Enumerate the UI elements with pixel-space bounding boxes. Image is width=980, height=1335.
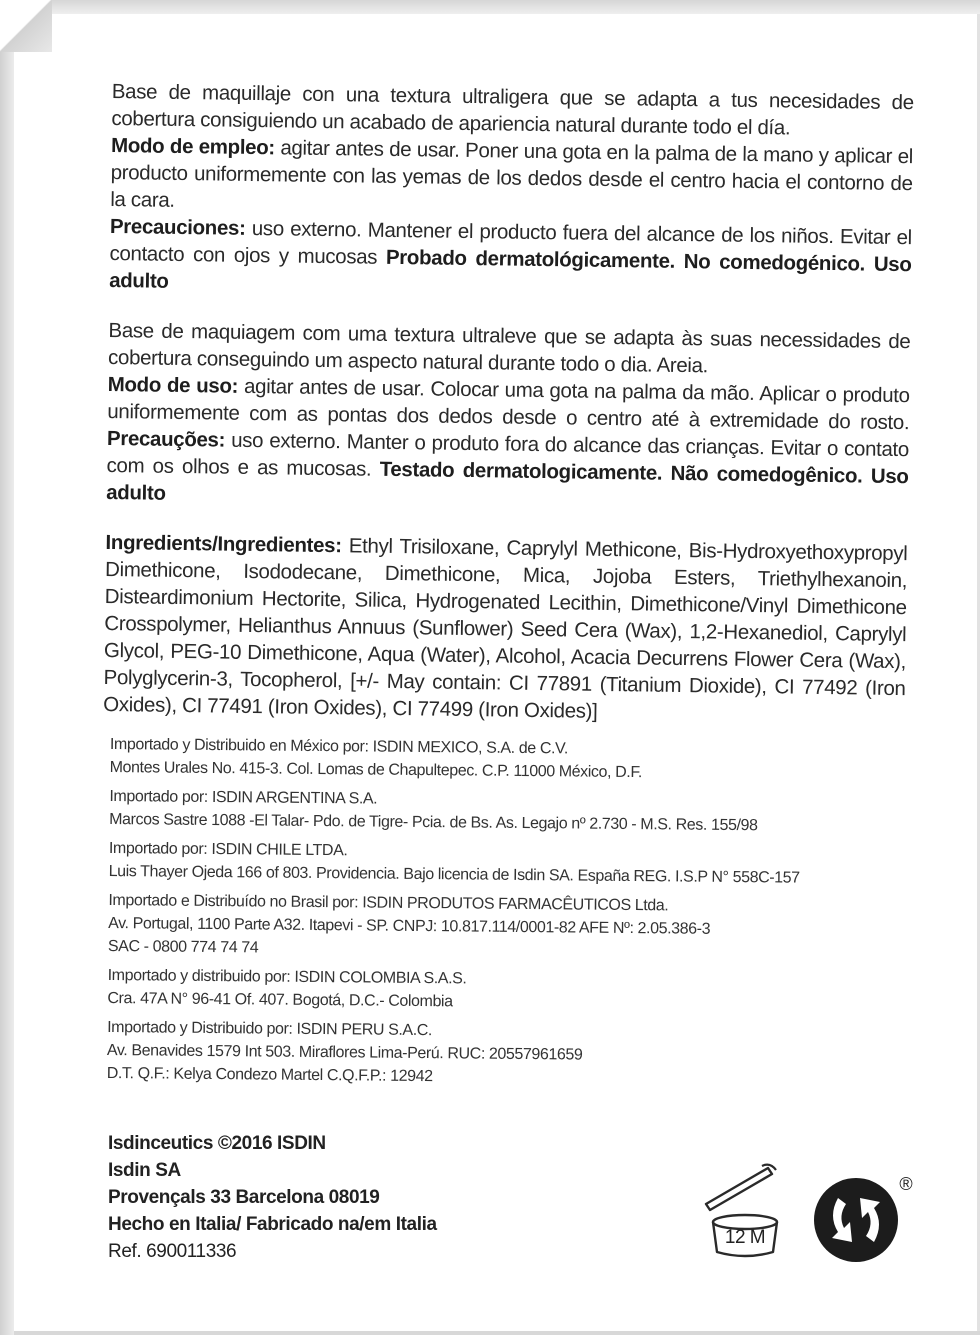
spanish-precautions-label: Precauciones: — [109, 214, 246, 240]
importer-line: Importado por: ISDIN CHILE LTDA. — [108, 839, 348, 860]
importer-argentina — [109, 785, 809, 838]
company-address: Provençals 33 Barcelona 08019 — [108, 1187, 380, 1208]
box-top-edge — [40, 0, 980, 14]
ingredients-label: Ingredients/Ingredientes: — [105, 530, 342, 558]
importer-line: Marcos Sastre 1088 -El Talar- Pdo. de Tigre- Pcia. de Bs. As. Legajo nº 2.730 - M.S. Res. 155/98 — [109, 810, 758, 835]
green-dot-icon — [808, 1168, 918, 1268]
importer-peru — [107, 1016, 808, 1092]
company-info — [108, 1130, 548, 1265]
portuguese-precautions-text: uso externo. Manter o produto fora do alcance das crianças. Evitar o contato com os olhos e as mucosas. — [106, 428, 910, 481]
portuguese-intro: Base de maquiagem com uma textura ultraleve que se adapta às suas necessidades de cobertura conseguindo um aspecto natural durante todo o dia. Areia. — [107, 318, 911, 378]
importer-line: Montes Urales No. 415-3. Col. Lomas de Chapultepec. C.P. 11000 México, D.F. — [109, 758, 643, 782]
importer-line: Importado y distribuido por: ISDIN COLOMBIA S.A.S. — [107, 966, 467, 988]
spanish-claims: Probado dermatológicamente. No comedogénico. Uso adulto — [109, 245, 912, 293]
importer-line: Av. Benavides 1579 Int 503. Miraflores Lima-Perú. RUC: 20557961659 — [106, 1041, 583, 1064]
box-corner-fold — [0, 0, 52, 52]
ingredients-text: Ethyl Trisiloxane, Caprylyl Methicone, Bis-Hydroxyethoxypropyl Dimethicone, Isododecane, Dimethicone, Mica, Jojoba Esters, Triethylhexanoin, Disteardimonium Hectorite, Silica, Hydrogenated Lecithin, Dimethicone/Vinyl Dimethicone Crosspolymer, Helianthus Annuus (Sunflower) Seed Cera (Wax), 1,2-Hexanediol, Caprylyl Glycol, PEG-10 Dimethicone, Aqua (Water), Alcohol, Acacia Decurrens Flower Cera (Wax), Polyglycerin-3, Tocopherol, [+/- May contain: CI 77891 (Titanium Dioxide), CI 77492 (Iron Oxides), CI 77491 (Iron Oxides), CI 77499 (Iron Oxides)] — [103, 534, 908, 723]
portuguese-claims: Testado dermatologicamente. Não comedogênico. Uso adulto — [106, 457, 909, 505]
portuguese-section — [106, 317, 911, 517]
label-text-panel — [103, 78, 914, 752]
importer-mexico — [110, 733, 810, 786]
importer-line: SAC - 0800 774 74 74 — [107, 937, 259, 957]
portuguese-usage-text: agitar antes de usar. Colocar uma gota na palma da mão. Aplicar o produto uniformemente com as pontas dos dedos desde o centro até à extremidade do rosto. — [107, 374, 910, 435]
ingredients-list — [103, 529, 908, 729]
spanish-section — [109, 78, 914, 305]
spanish-usage-text: agitar antes de usar. Poner una gota en la palma de la mano y aplicar el producto uniformemente con las yemas de los dedos desde el centro hacia el contorno de la cara. — [110, 136, 914, 212]
importer-line: Cra. 47A N° 96-41 Of. 407. Bogotá, D.C.- Colombia — [107, 989, 453, 1011]
importer-line: Importado por: ISDIN ARGENTINA S.A. — [109, 787, 378, 808]
box-left-edge — [0, 40, 14, 1335]
importer-brazil — [108, 889, 809, 965]
portuguese-precautions-label: Precauções: — [106, 426, 226, 452]
importer-chile — [109, 837, 809, 890]
importer-line: Importado y Distribuido por: ISDIN PERU S.A.C. — [107, 1018, 433, 1040]
copyright-line: Isdinceutics ©2016 ISDIN — [108, 1133, 326, 1154]
ingredients-section — [103, 529, 908, 729]
company-name: Isdin SA — [108, 1160, 181, 1181]
registered-mark: ® — [899, 1174, 913, 1194]
importer-line: Importado y Distribuido en México por: ISDIN MEXICO, S.A. de C.V. — [109, 735, 568, 758]
portuguese-usage — [106, 371, 910, 517]
made-in-line: Hecho en Italia/ Fabricado na/em Italia — [108, 1214, 437, 1235]
importer-line: Luis Thayer Ojeda 166 of 803. Providencia. Bajo licencia de Isdin SA. España REG. I.S.P N° 558C-157 — [108, 862, 800, 887]
importers-list — [107, 733, 810, 1098]
importer-line: Av. Portugal, 1100 Parte A32. Itapevi - SP. CNPJ: 10.817.114/0001-82 AFE Nº: 2.05.386-3 — [108, 914, 711, 938]
portuguese-usage-label: Modo de uso: — [107, 372, 239, 398]
spanish-usage — [110, 132, 913, 224]
spanish-intro: Base de maquillaje con una textura ultraligera que se adapta a tus necesidades de cobertura consiguiendo un acabado de apariencia natural durante todo el día. — [111, 79, 914, 140]
spanish-usage-label: Modo de empleo: — [110, 133, 275, 160]
importer-line: D.T. Q.F.: Kelya Condezo Martel C.Q.F.P.: 12942 — [106, 1064, 433, 1086]
spanish-precautions-text: uso externo. Mantener el producto fuera del alcance de los niños. Evitar el contacto con ojos y mucosas — [109, 216, 913, 269]
importer-colombia — [107, 964, 807, 1017]
box-bottom-edge — [14, 1331, 980, 1335]
reference-number: Ref. 690011336 — [108, 1241, 237, 1262]
spanish-precautions — [109, 213, 912, 305]
importer-line: Importado e Distribuído no Brasil por: ISDIN PRODUTOS FARMACÊUTICOS Ltda. — [108, 891, 669, 915]
pao-label: 12 M — [724, 1227, 766, 1248]
